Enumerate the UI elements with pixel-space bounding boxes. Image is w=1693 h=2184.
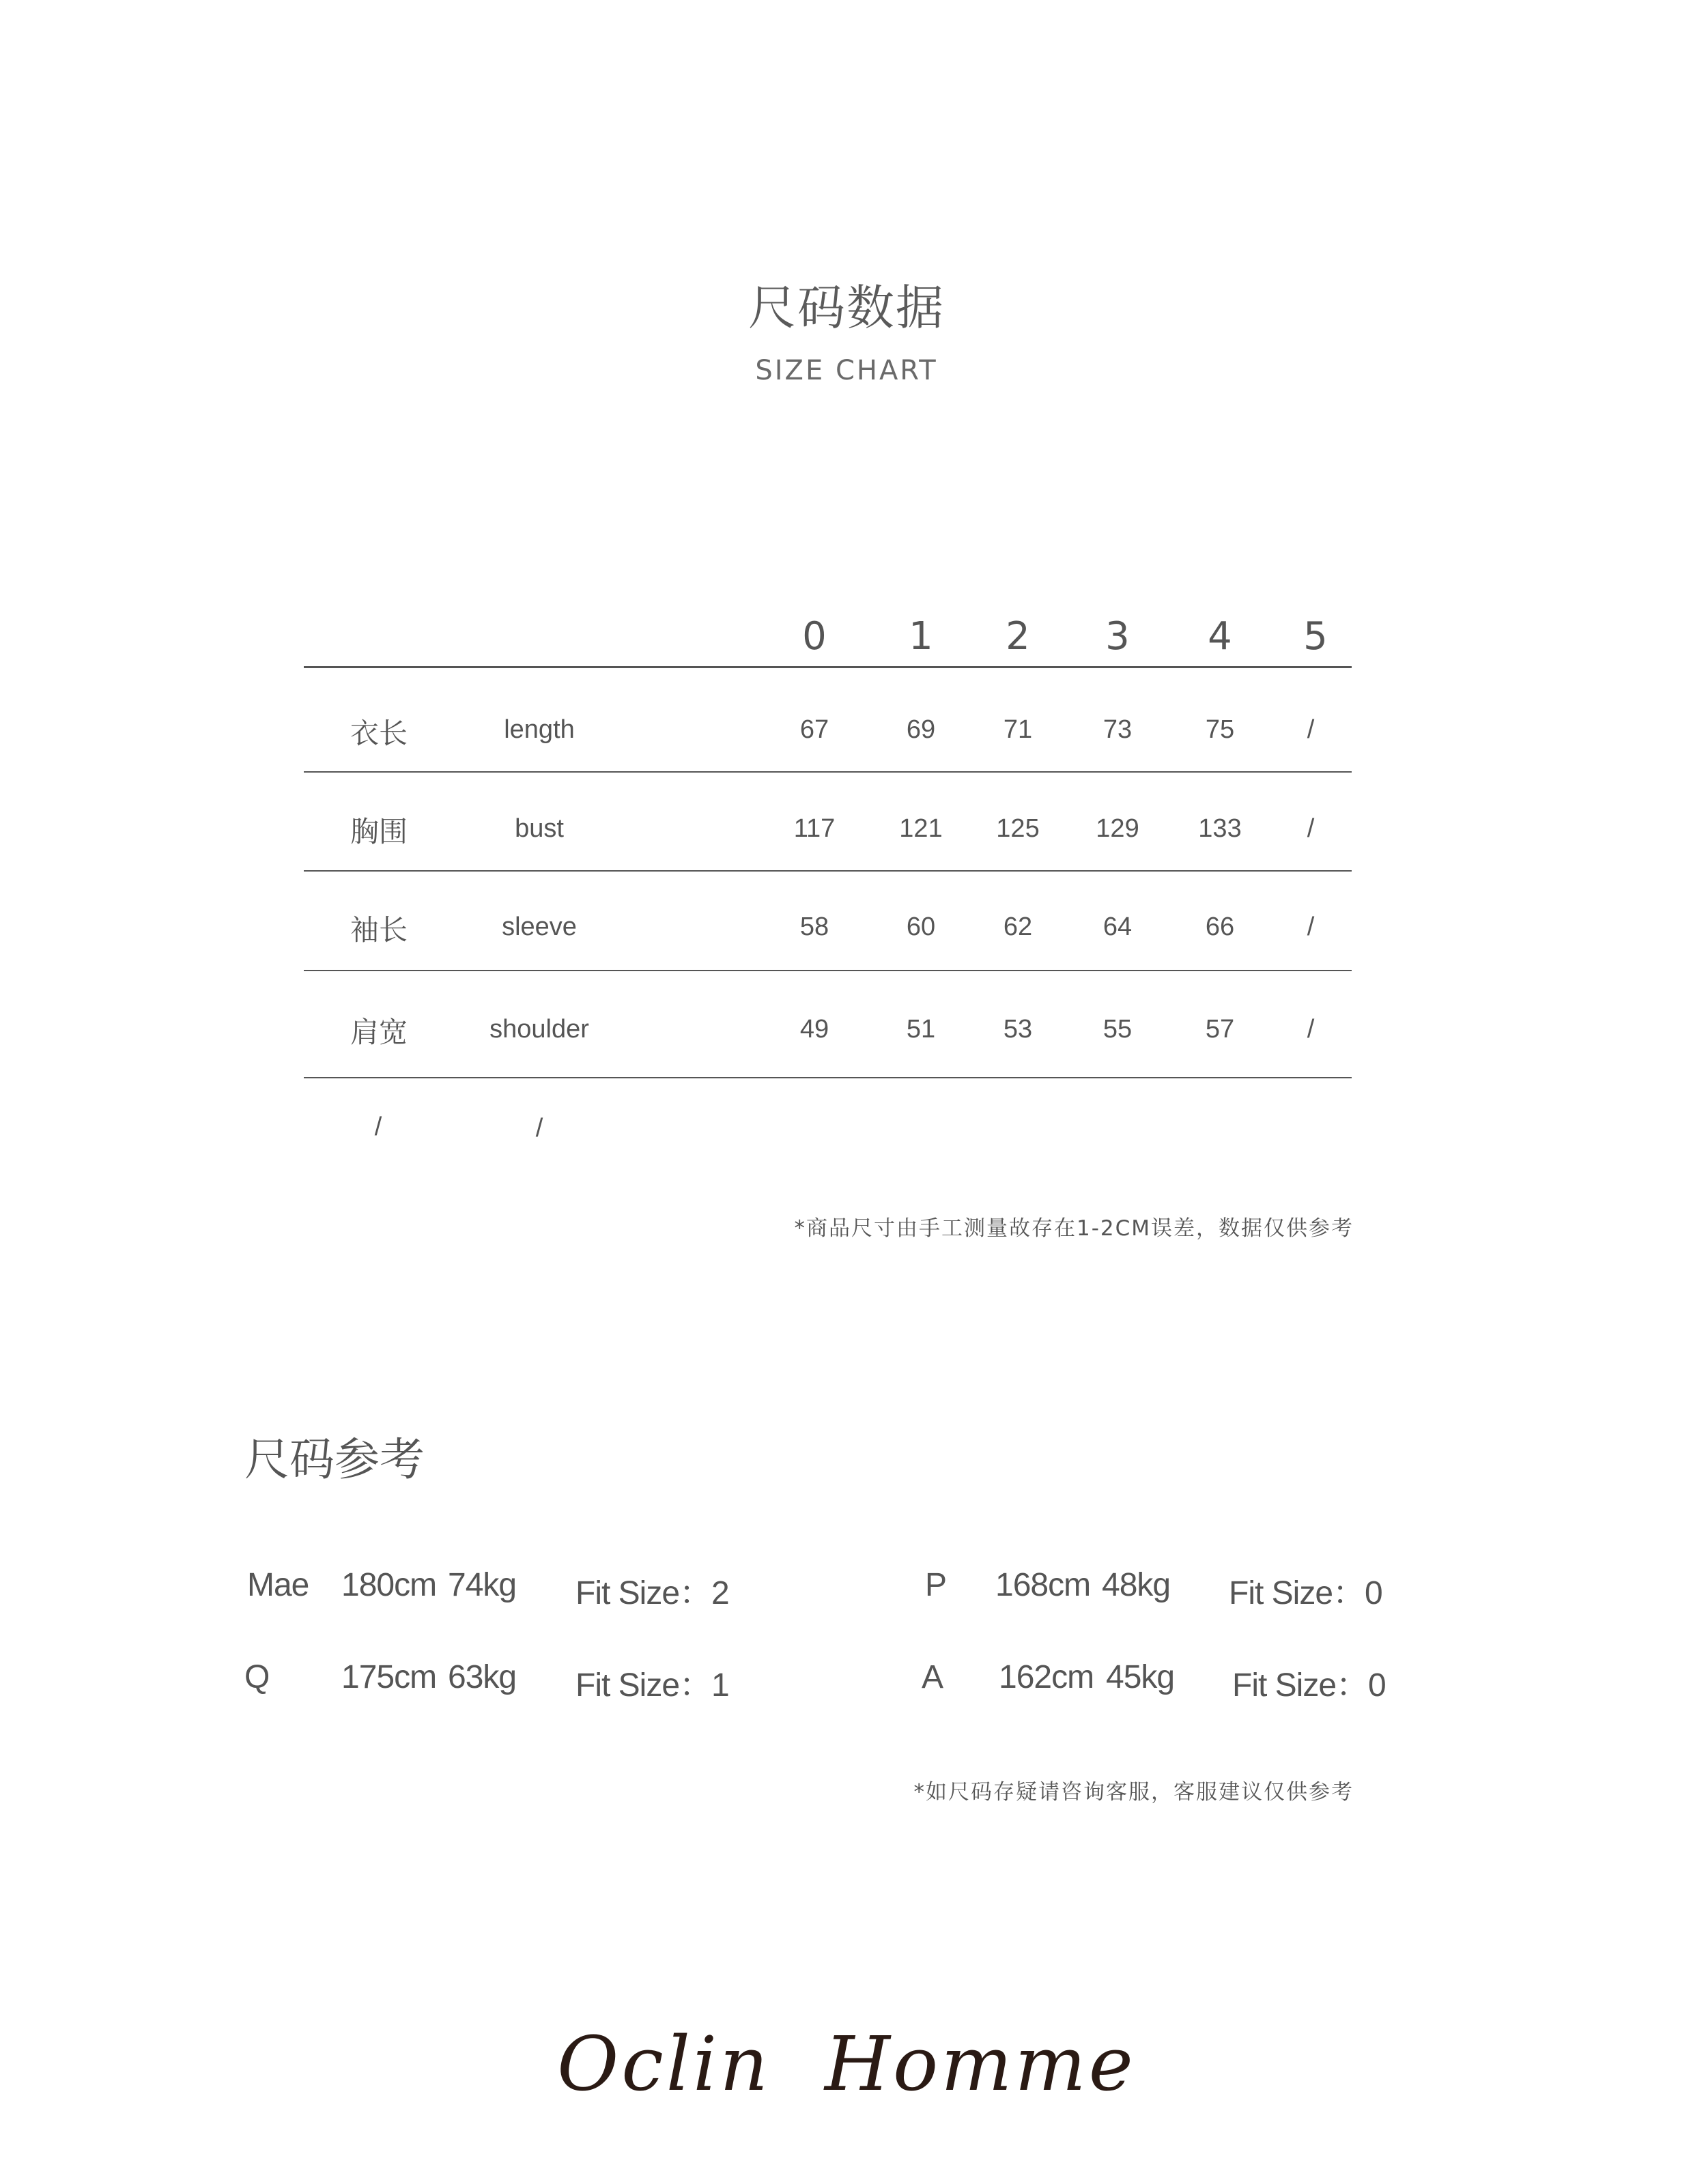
size-header-4: 4 [1208, 614, 1232, 659]
model-height: 175cm [341, 1659, 437, 1695]
table-divider [304, 1077, 1352, 1078]
table-cell: 71 [1003, 715, 1033, 744]
table-divider [304, 771, 1352, 773]
table-cell: 53 [1003, 1015, 1033, 1044]
table-cell: 69 [906, 715, 936, 744]
model-height: 180cm [341, 1567, 437, 1603]
table-cell: 66 [1205, 913, 1235, 941]
table-cell: 121 [899, 814, 943, 843]
model-weight: 74kg [448, 1567, 517, 1603]
table-cell: 75 [1205, 715, 1235, 744]
table-cell: / [374, 1112, 382, 1141]
table-cell: 73 [1102, 715, 1133, 744]
brand-logo: Oclin Homme [557, 2020, 1136, 2108]
table-divider [304, 870, 1352, 872]
row-label-en: length [504, 715, 575, 744]
reference-title: 尺码参考 [244, 1433, 425, 1486]
table-cell: 133 [1198, 814, 1242, 843]
model-name: A [922, 1659, 943, 1695]
table-cell: 67 [799, 715, 829, 744]
model-name: P [925, 1567, 947, 1603]
table-cell: / [535, 1114, 543, 1143]
table-divider [304, 666, 1352, 668]
table-cell: 60 [906, 913, 936, 941]
model-name: Mae [247, 1567, 309, 1603]
page-title: 尺码数据 [748, 280, 945, 336]
table-cell: 51 [906, 1015, 936, 1044]
table-cell: 55 [1102, 1015, 1133, 1044]
model-weight: 48kg [1102, 1567, 1171, 1603]
table-cell: 57 [1205, 1015, 1235, 1044]
table-cell: 58 [799, 913, 829, 941]
model-fit-size: Fit Size：1 [575, 1667, 729, 1704]
table-cell: 62 [1003, 913, 1033, 941]
size-table-note: *商品尺寸由手工测量故存在1-2CM误差，数据仅供参考 [794, 1216, 1354, 1241]
table-cell: / [1307, 814, 1315, 843]
size-header-0: 0 [802, 614, 827, 659]
model-height: 162cm [999, 1659, 1094, 1695]
table-cell: 125 [996, 814, 1040, 843]
row-label-en: sleeve [502, 913, 577, 941]
size-header-3: 3 [1105, 614, 1130, 659]
model-name: Q [244, 1659, 270, 1695]
model-height: 168cm [995, 1567, 1091, 1603]
table-cell: 129 [1096, 814, 1139, 843]
table-cell: / [1307, 1015, 1315, 1044]
row-label-cn: 袖长 [350, 913, 408, 947]
page-subtitle: SIZE CHART [755, 355, 938, 386]
size-header-1: 1 [909, 614, 933, 659]
model-weight: 63kg [448, 1659, 517, 1695]
table-divider [304, 970, 1352, 971]
row-label-cn: 衣长 [350, 717, 408, 750]
table-cell: 117 [793, 814, 836, 843]
table-cell: 49 [799, 1015, 829, 1044]
model-weight: 45kg [1106, 1659, 1175, 1695]
size-header-5: 5 [1303, 614, 1328, 659]
table-cell: / [1307, 715, 1315, 744]
row-label-cn: 肩宽 [350, 1016, 408, 1049]
model-fit-size: Fit Size：0 [1232, 1667, 1386, 1704]
reference-note: *如尺码存疑请咨询客服，客服建议仅供参考 [913, 1780, 1354, 1805]
row-label-cn: 胸围 [350, 815, 408, 848]
model-fit-size: Fit Size：2 [575, 1575, 729, 1611]
table-cell: 64 [1102, 913, 1133, 941]
row-label-en: shoulder [489, 1015, 589, 1044]
table-cell: / [1307, 913, 1315, 941]
size-header-2: 2 [1006, 614, 1030, 659]
model-fit-size: Fit Size：0 [1229, 1575, 1382, 1611]
row-label-en: bust [515, 814, 564, 843]
